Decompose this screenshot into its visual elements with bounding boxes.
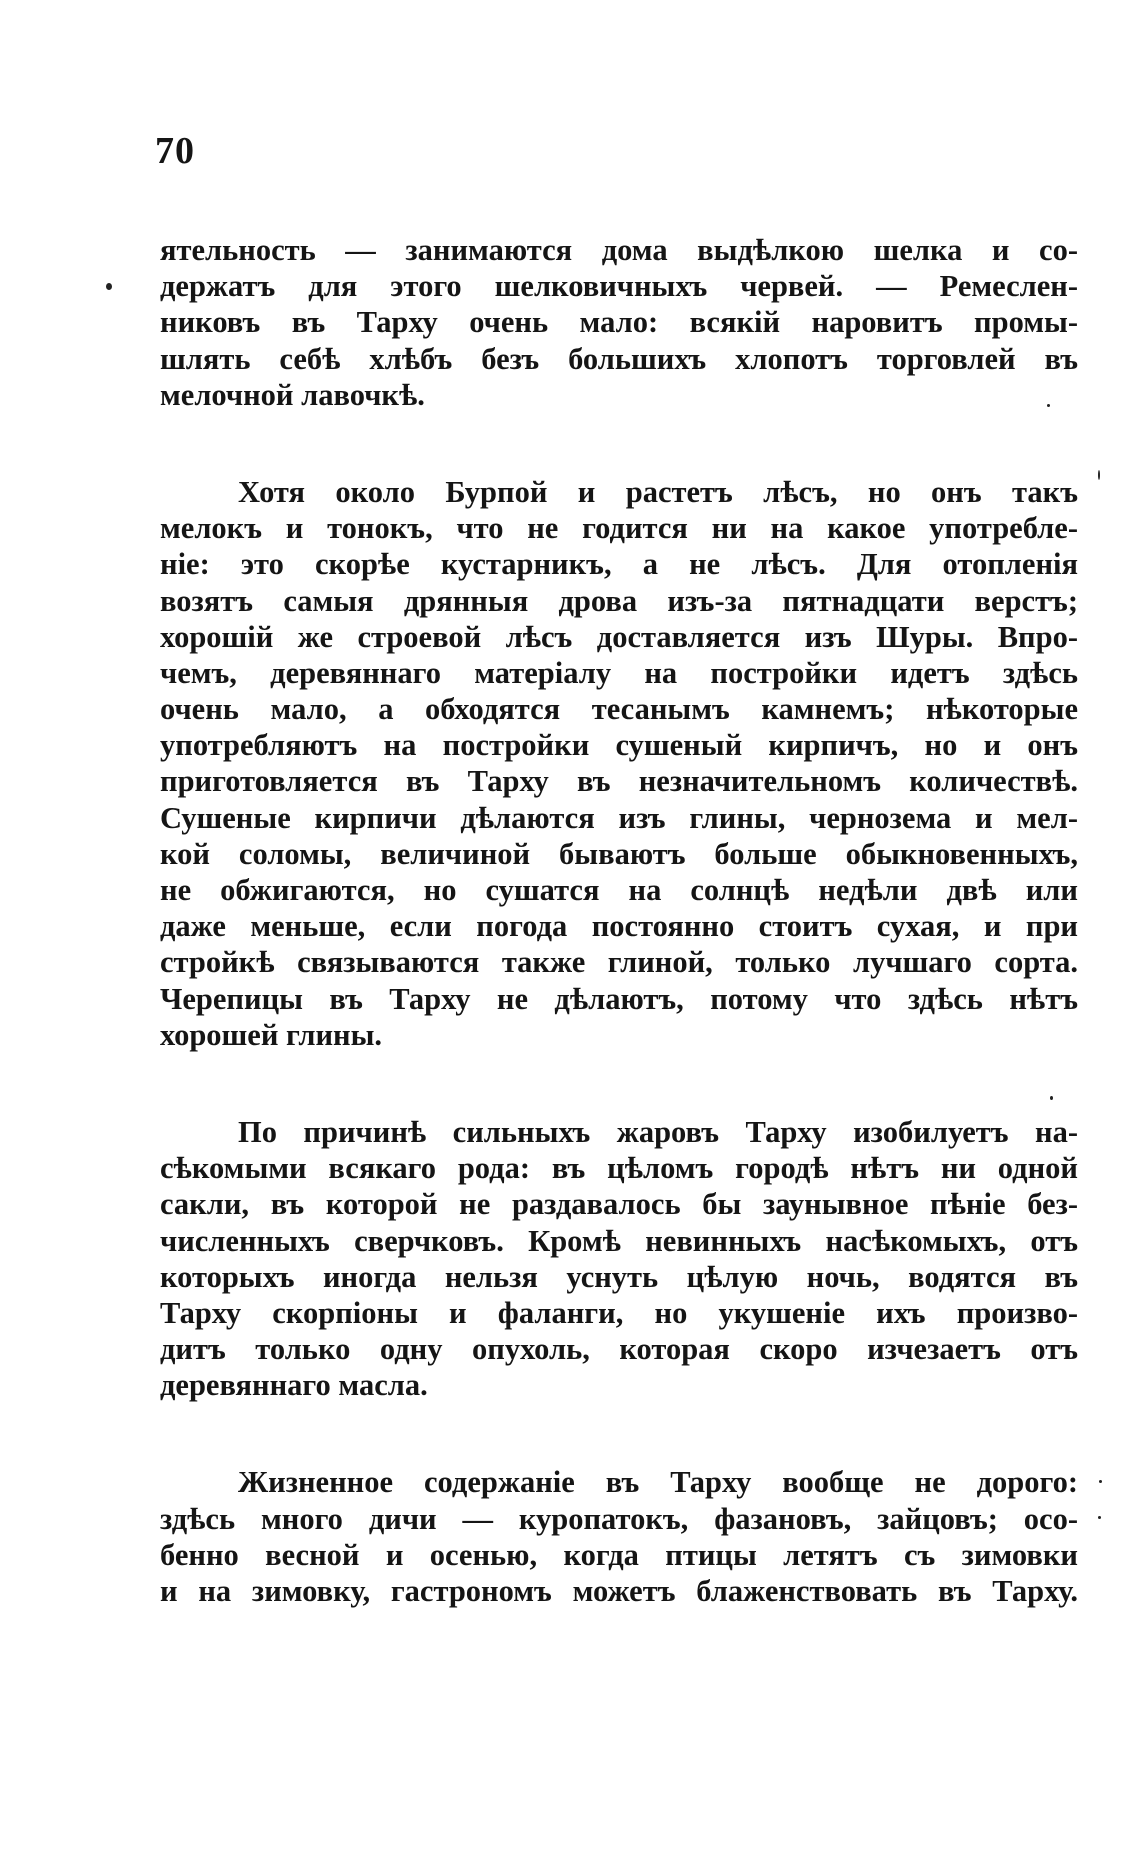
- text-line: стройкѣ связываются также глиной, только лучшаго сорта.: [160, 945, 1078, 980]
- text-line: Сушеные кирпичи дѣлаются изъ глины, чернозема и мел-: [160, 800, 1078, 835]
- text-line: никовъ въ Тарху очень мало: всякій наровитъ промы-: [160, 305, 1078, 340]
- text-line: шлять себѣ хлѣбъ безъ большихъ хлопотъ торговлей въ: [160, 341, 1078, 376]
- text-line: ніе: это скорѣе кустарникъ, а не лѣсъ. Для отопленія: [160, 547, 1078, 582]
- text-line: чемъ, деревяннаго матеріалу на постройки идетъ здѣсь: [160, 655, 1078, 690]
- ink-speck: [106, 283, 112, 290]
- text-line: численныхъ сверчковъ. Кромѣ невинныхъ насѣкомыхъ, отъ: [160, 1223, 1078, 1258]
- text-line: здѣсь много дичи — куропатокъ, фазановъ, зайцовъ; осо-: [160, 1501, 1078, 1536]
- text-line: Жизненное содержаніе въ Тарху вообще не дорого:: [238, 1465, 1078, 1500]
- text-line: мелочной лавочкѣ.: [160, 377, 425, 412]
- page-number: 70: [155, 130, 195, 172]
- text-line: дитъ только одну опухоль, которая скоро изчезаетъ отъ: [160, 1332, 1078, 1367]
- text-line: сѣкомыми всякаго рода: въ цѣломъ городѣ нѣтъ ни одной: [160, 1151, 1078, 1186]
- text-line: хорошей глины.: [160, 1017, 383, 1052]
- ink-speck: [1098, 470, 1100, 480]
- text-line: бенно весной и осенью, когда птицы летятъ съ зимовки: [160, 1537, 1078, 1572]
- text-line: и на зимовку, гастрономъ можетъ блаженствовать въ Тарху.: [160, 1574, 1078, 1608]
- text-line: которыхъ иногда нельзя уснуть цѣлую ночь, водятся въ: [160, 1259, 1078, 1294]
- text-line: По причинѣ сильныхъ жаровъ Тарху изобилуетъ на-: [238, 1114, 1078, 1149]
- text-line: приготовляется въ Тарху въ незначительномъ количествѣ.: [160, 764, 1078, 799]
- ink-speck: [1099, 1480, 1102, 1483]
- text-line: Хотя около Бурпой и растетъ лѣсъ, но онъ такъ: [238, 474, 1078, 509]
- text-line: возятъ самыя дрянныя дрова изъ-за пятнадцати верстъ;: [160, 583, 1078, 618]
- text-line: не обжигаются, но сушатся на солнцѣ недѣли двѣ или: [160, 873, 1078, 907]
- text-line: кой соломы, величиной бываютъ больше обыкновенныхъ,: [160, 836, 1078, 871]
- text-line: сакли, въ которой не раздавалось бы заунывное пѣніе без-: [160, 1187, 1078, 1222]
- paragraph-1: [160, 232, 1078, 413]
- text-line: держатъ для этого шелковичныхъ червей. — Ремеслен-: [160, 269, 1078, 304]
- text-line: деревяннаго масла.: [160, 1368, 428, 1403]
- ink-speck: [1098, 1516, 1101, 1519]
- text-line: даже меньше, если погода постоянно стоитъ сухая, и при: [160, 909, 1078, 944]
- text-line: ятельность — занимаются дома выдѣлкою шелка и со-: [160, 233, 1078, 267]
- body-text: [160, 232, 1078, 1609]
- paragraph-gap: [160, 1053, 1078, 1114]
- text-line: Черепицы въ Тарху не дѣлаютъ, потому что здѣсь нѣтъ: [160, 981, 1078, 1016]
- text-line: употребляютъ на постройки сушеный кирпичъ, но и онъ: [160, 728, 1078, 763]
- text-line: очень мало, а обходятся тесанымъ камнемъ; нѣкоторые: [160, 692, 1078, 727]
- paragraph-2: [160, 474, 1078, 1053]
- text-line: хорошій же строевой лѣсъ доставляется изъ Шуры. Впро-: [160, 619, 1078, 654]
- paragraph-3: [160, 1114, 1078, 1404]
- text-line: Тарху скорпіоны и фаланги, но укушеніе ихъ произво-: [160, 1295, 1078, 1330]
- paragraph-4: [160, 1464, 1078, 1609]
- paragraph-gap: [160, 413, 1078, 474]
- text-line: мелокъ и тонокъ, что не годится ни на какое употребле-: [160, 511, 1078, 546]
- paragraph-gap: [160, 1403, 1078, 1464]
